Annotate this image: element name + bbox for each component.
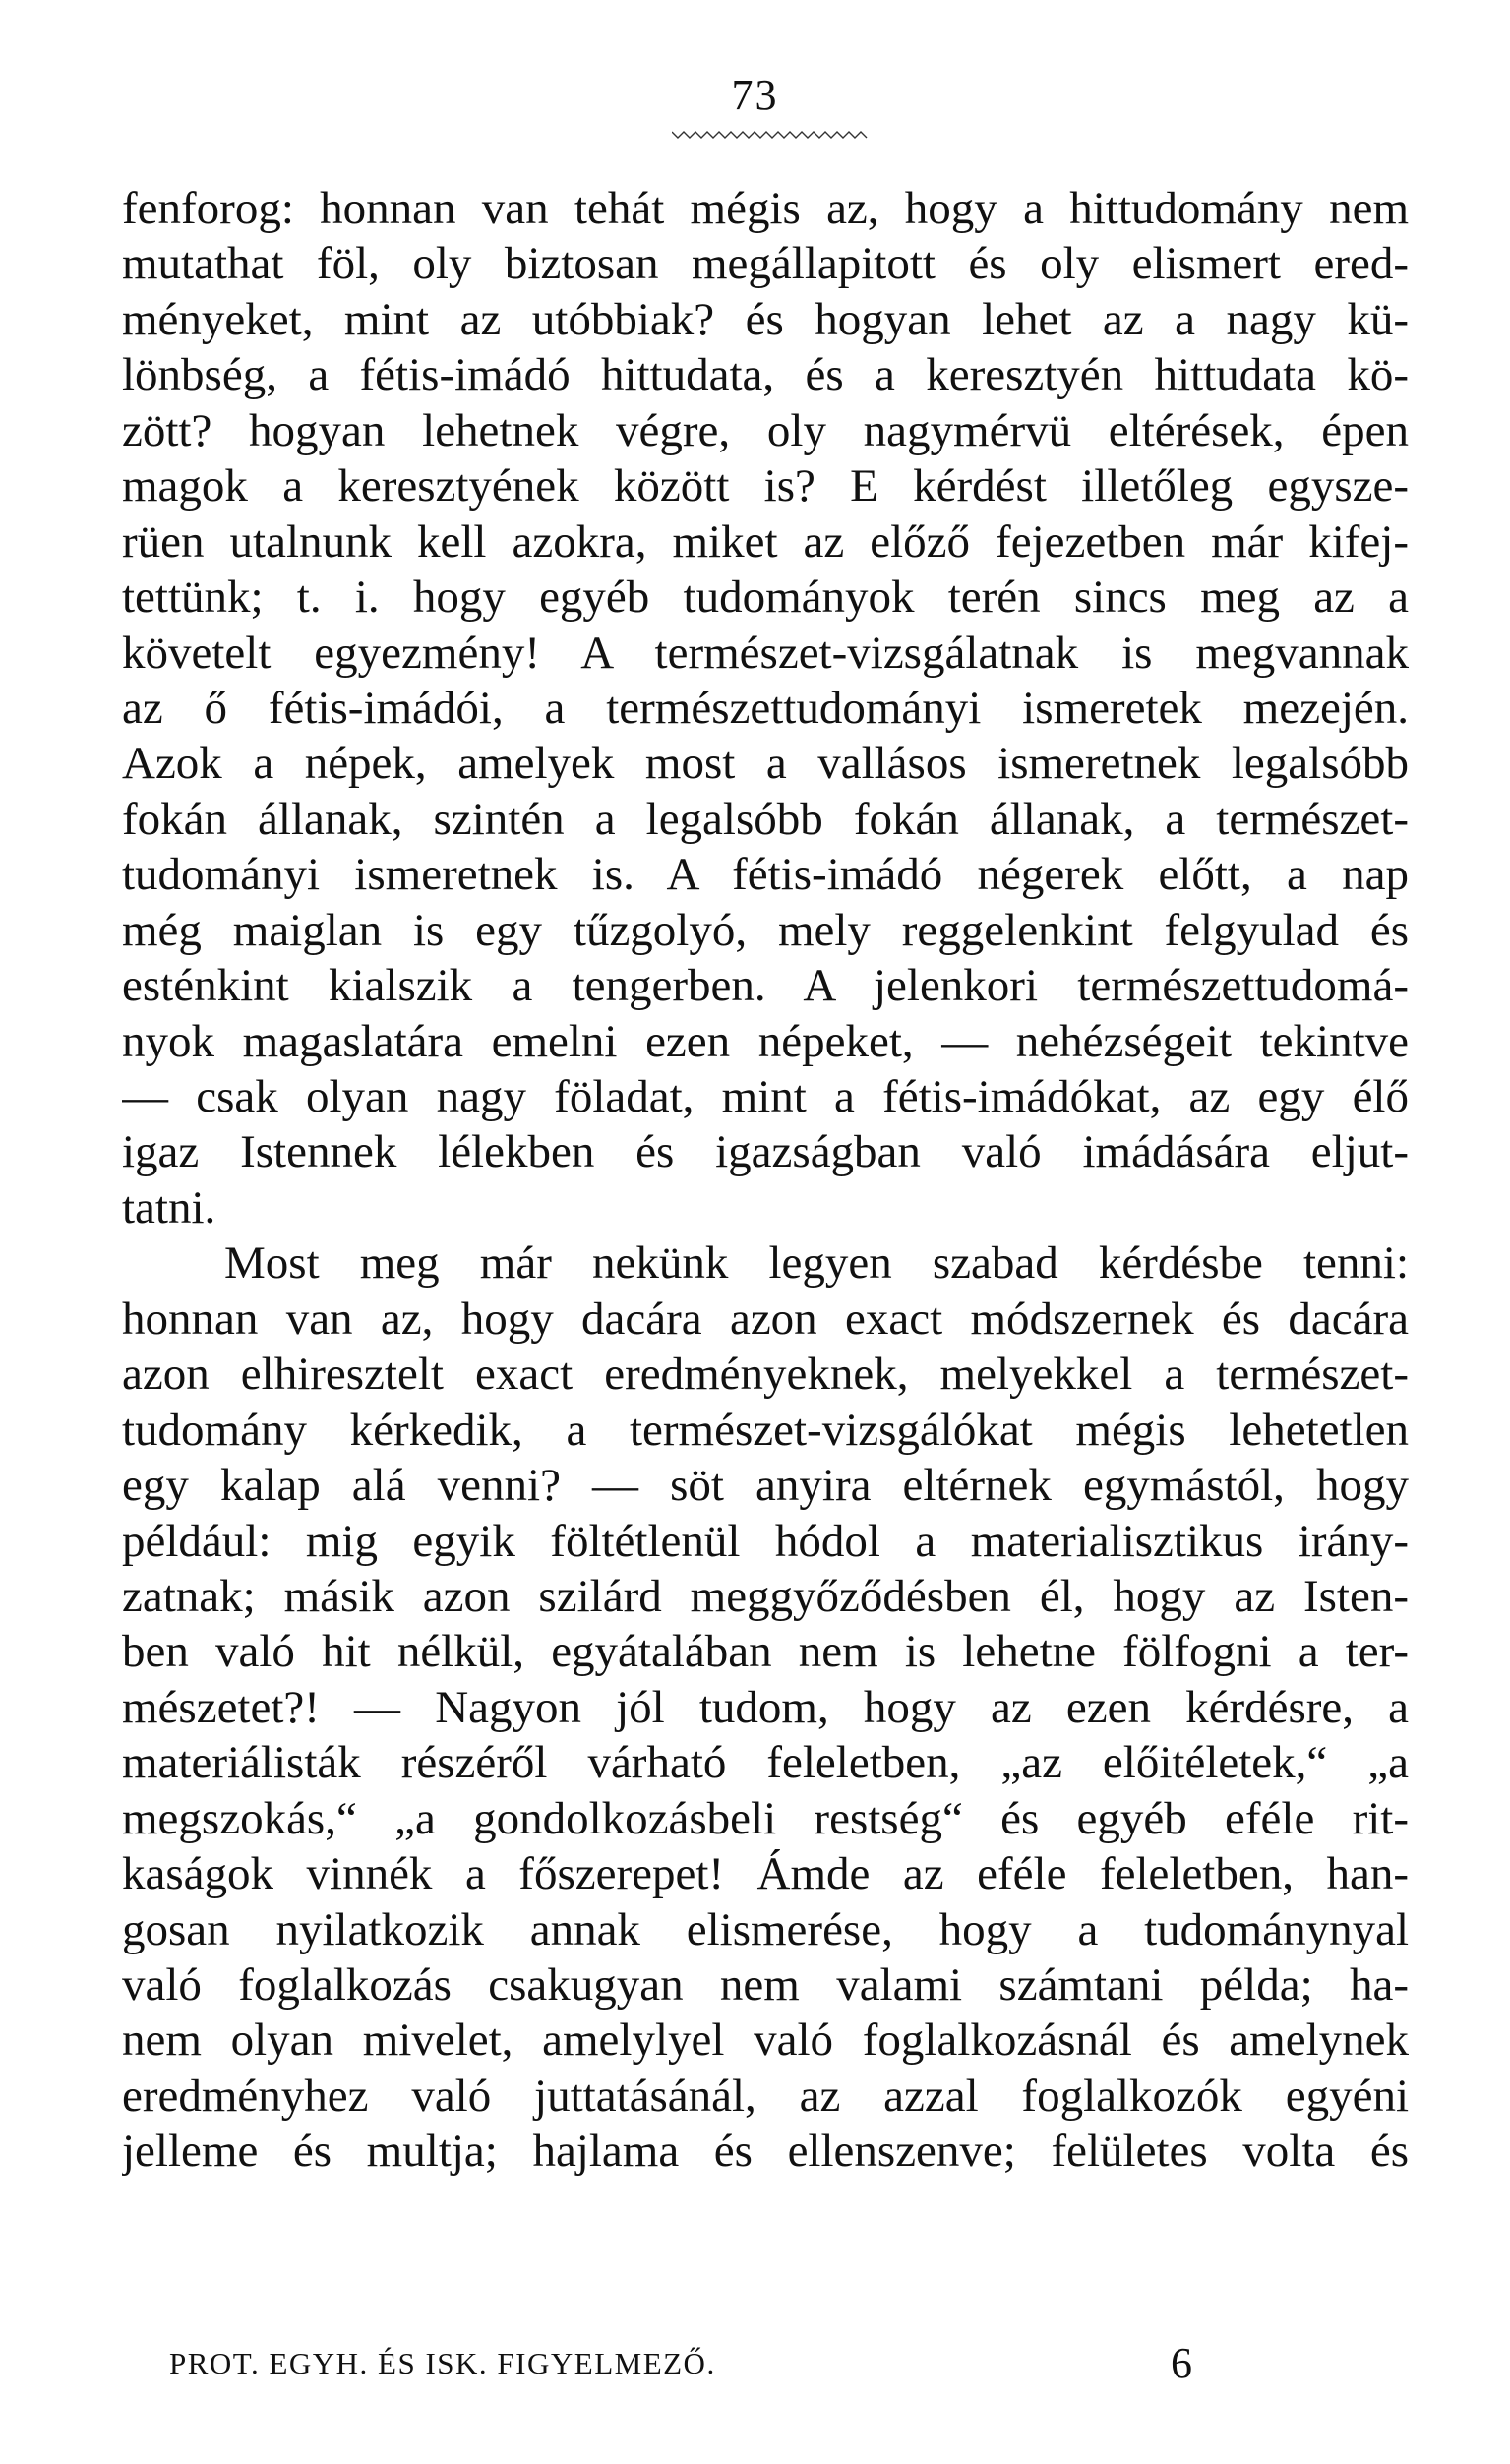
text-line: nyok magaslatára emelni ezen népeket, — nehézségeit tekintve bbox=[122, 1015, 1409, 1067]
text-line: nem olyan mivelet, amelylyel való foglalkozásnál és amelynek bbox=[122, 2014, 1409, 2067]
text-line: még maiglan is egy tűzgolyó, mely reggelenkint felgyulad és bbox=[122, 904, 1409, 956]
text-line: Azok a népek, amelyek most a vallásos ismeretnek legalsóbb bbox=[122, 738, 1409, 790]
text-line: fenforog: honnan van tehát mégis az, hogy a hittudomány nem bbox=[122, 183, 1409, 234]
paragraph-end-line: tatni. bbox=[122, 1181, 216, 1233]
text-line: honnan van az, hogy dacára azon exact módszernek és dacára bbox=[122, 1292, 1409, 1345]
paragraph-start-line: Most meg már nekünk legyen szabad kérdésbe tenni: bbox=[224, 1237, 1409, 1290]
text-line: eredményhez való juttatásánál, az azzal foglalkozók egyéni bbox=[122, 2070, 1409, 2122]
text-line: kaságok vinnék a főszerepet! Ámde az eféle feleletben, han- bbox=[122, 1848, 1409, 1900]
text-line: esténkint kialszik a tengerben. A jelenkori természettudomá- bbox=[122, 960, 1409, 1012]
page-footer bbox=[169, 2339, 1192, 2388]
text-body bbox=[122, 181, 1409, 2180]
page-number-ornament bbox=[672, 130, 869, 140]
text-line: tettünk; t. i. hogy egyéb tudományok terén sincs meg az a bbox=[122, 571, 1409, 624]
text-line: fokán állanak, szintén a legalsóbb fokán állanak, a természet- bbox=[122, 793, 1409, 845]
page-number: 73 bbox=[731, 71, 779, 119]
signature-mark: PROT. EGYH. ÉS ISK. FIGYELMEZŐ. bbox=[169, 2346, 716, 2380]
text-line: magok a keresztyének között is? E kérdést illetőleg egysze- bbox=[122, 460, 1409, 512]
text-line: jelleme és multja; hajlama és ellenszenve; felületes volta és bbox=[122, 2126, 1409, 2178]
text-line: zött? hogyan lehetnek végre, oly nagymérvü eltérések, épen bbox=[122, 404, 1409, 456]
text-line: rüen utalnunk kell azokra, miket az előző fejezetben már kifej- bbox=[122, 515, 1409, 568]
text-line: mutathat föl, oly biztosan megállapitott és oly elismert ered- bbox=[122, 238, 1409, 290]
text-line: gosan nyilatkozik annak elismerése, hogy a tudománynyal bbox=[122, 1903, 1409, 1955]
text-line: lönbség, a fétis-imádó hittudata, és a keresztyén hittudata kö- bbox=[122, 349, 1409, 401]
text-line: ben való hit nélkül, egyátalában nem is lehetne fölfogni a ter- bbox=[122, 1626, 1409, 1678]
text-line: tudományi ismeretnek is. A fétis-imádó négerek előtt, a nap bbox=[122, 849, 1409, 901]
text-line: egy kalap alá venni? — söt anyira eltérnek egymástól, hogy bbox=[122, 1460, 1409, 1512]
text-line: — csak olyan nagy föladat, mint a fétis-imádókat, az egy élő bbox=[122, 1071, 1409, 1122]
text-line: például: mig egyik föltétlenül hódol a materialisztikus irány- bbox=[122, 1515, 1409, 1567]
text-line: azon elhiresztelt exact eredményeknek, melyekkel a természet- bbox=[122, 1349, 1409, 1401]
text-line: materiálisták részéről várható feleletben, „az előitéletek,“ „a bbox=[122, 1737, 1409, 1789]
text-line: megszokás,“ „a gondolkozásbeli restség“ és egyéb eféle rit- bbox=[122, 1792, 1409, 1844]
text-line: tudomány kérkedik, a természet-vizsgálókat mégis lehetetlen bbox=[122, 1404, 1409, 1456]
text-line: igaz Istennek lélekben és igazságban való imádására eljut- bbox=[122, 1126, 1409, 1178]
sheet-number: 6 bbox=[1171, 2339, 1192, 2387]
text-line: való foglalkozás csakugyan nem valami számtani példa; ha- bbox=[122, 1959, 1409, 2011]
text-line: ményeket, mint az utóbbiak? és hogyan lehet az a nagy kü- bbox=[122, 293, 1409, 345]
text-line: zatnak; másik azon szilárd meggyőződésben él, hogy az Isten- bbox=[122, 1570, 1409, 1622]
text-line: követelt egyezmény! A természet-vizsgálatnak is megvannak bbox=[122, 627, 1409, 679]
text-line: az ő fétis-imádói, a természettudományi ismeretek mezején. bbox=[122, 682, 1409, 734]
text-line: mészetet?! — Nagyon jól tudom, hogy az ezen kérdésre, a bbox=[122, 1681, 1409, 1733]
